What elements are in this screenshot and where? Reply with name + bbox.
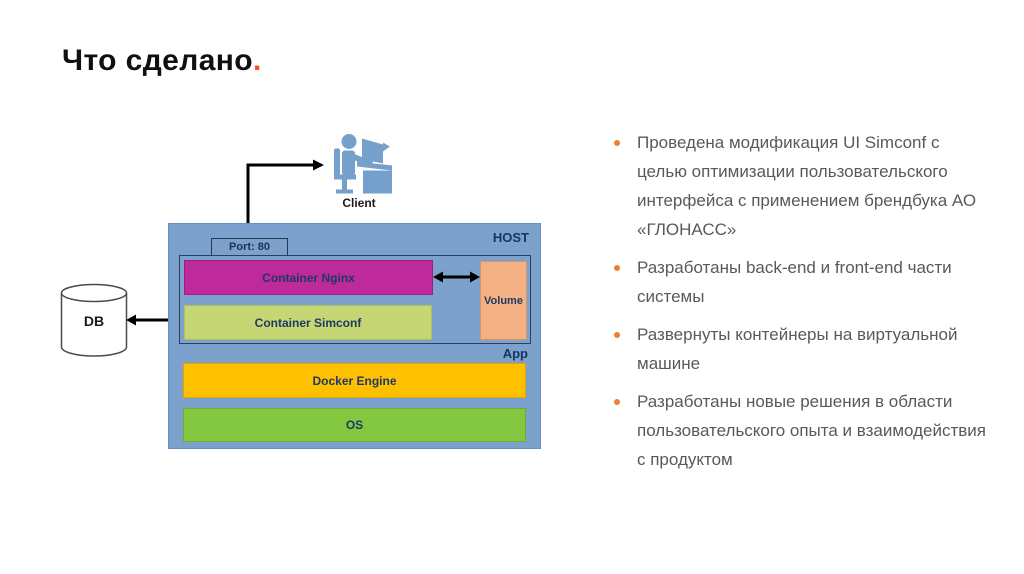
host-label: HOST xyxy=(492,230,529,245)
container-nginx-bar: Container Nginx xyxy=(184,260,433,295)
summary-bullet-list xyxy=(612,128,997,483)
app-box xyxy=(179,255,531,344)
bullet-item: Разработаны новые решения в области пользовательского опыта и взаимодействия с продуктом xyxy=(612,387,992,474)
bullet-item: Разработаны back-end и front-end части системы xyxy=(612,253,992,311)
db-cylinder xyxy=(60,283,128,358)
docker-engine-bar: Docker Engine xyxy=(183,363,526,398)
app-label: App xyxy=(502,346,528,361)
container-simconf-bar: Container Simconf xyxy=(184,305,432,340)
os-bar: OS xyxy=(183,408,526,442)
volume-box: Volume xyxy=(480,261,527,340)
bullet-item: Развернуты контейнеры на виртуальной машине xyxy=(612,320,992,378)
db-label: DB xyxy=(83,313,105,329)
page-title-text: Что сделано xyxy=(62,44,254,77)
page-title-period: . xyxy=(253,44,262,77)
client-icon xyxy=(326,132,392,195)
nginx-volume-arrow xyxy=(433,269,480,285)
bullet-item: Проведена модификация UI Simconf с целью оптимизации пользовательского интерфейса с применением брендбука АО «ГЛОНАСС» xyxy=(612,128,992,244)
port-box: Port: 80 xyxy=(211,238,288,256)
client-label: Client xyxy=(342,196,376,210)
host-box xyxy=(168,223,541,449)
